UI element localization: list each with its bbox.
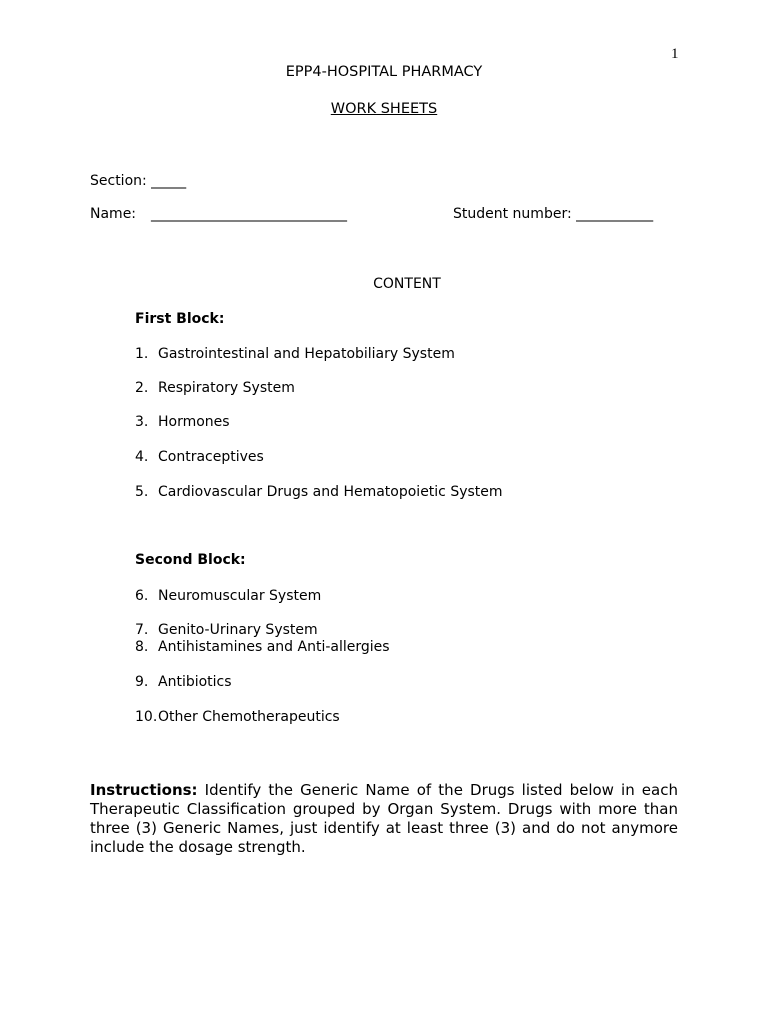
list-item-number: 7. xyxy=(135,622,149,638)
list-item-text: Antihistamines and Anti-allergies xyxy=(158,639,390,655)
name-blank: ____________________________ xyxy=(151,206,347,222)
page-number: 1 xyxy=(671,46,679,62)
list-item xyxy=(135,622,318,638)
list-item xyxy=(135,639,390,655)
document-title: EPP4-HOSPITAL PHARMACY xyxy=(285,64,483,80)
list-item xyxy=(135,380,295,396)
list-item-text: Genito-Urinary System xyxy=(158,622,318,638)
list-item-number: 9. xyxy=(135,674,149,690)
list-item-number: 6. xyxy=(135,588,149,604)
list-item-number: 1. xyxy=(135,346,149,362)
list-item-number: 3. xyxy=(135,414,149,430)
name-label: Name: xyxy=(90,206,137,222)
list-item xyxy=(135,414,230,430)
list-item-text: Other Chemotherapeutics xyxy=(158,709,340,725)
list-item-text: Contraceptives xyxy=(158,449,264,465)
instructions-text: Identify the Generic Name of the Drugs listed below in each Therapeutic Classification grouped by Organ System. Drugs with more than three (3) Generic Names, just identify at least three (3) and do not anymore include the dosage strength. xyxy=(90,781,678,856)
first-block-heading: First Block: xyxy=(135,311,225,327)
second-block-heading: Second Block: xyxy=(135,552,246,568)
list-item-text: Antibiotics xyxy=(158,674,232,690)
list-item xyxy=(135,484,503,500)
list-item-number: 4. xyxy=(135,449,149,465)
list-item-text: Cardiovascular Drugs and Hematopoietic System xyxy=(158,484,503,500)
list-item xyxy=(135,674,232,690)
instructions-label: Instructions: xyxy=(90,781,198,799)
list-item-text: Neuromuscular System xyxy=(158,588,322,604)
list-item-number: 8. xyxy=(135,639,149,655)
list-item xyxy=(135,449,264,465)
instructions-paragraph xyxy=(90,781,678,857)
list-item-number: 5. xyxy=(135,484,149,500)
list-item-text: Hormones xyxy=(158,414,230,430)
list-item-number: 2. xyxy=(135,380,149,396)
section-field: Section: _____ xyxy=(90,173,187,189)
list-item-number: 10. xyxy=(135,709,158,725)
document-subtitle: WORK SHEETS xyxy=(330,101,438,117)
list-item-text: Respiratory System xyxy=(158,380,295,396)
list-item xyxy=(135,588,321,604)
list-item xyxy=(135,709,340,725)
list-item-text: Gastrointestinal and Hepatobiliary System xyxy=(158,346,455,362)
list-item xyxy=(135,346,455,362)
content-heading: CONTENT xyxy=(373,276,441,292)
student-number-field: Student number: ___________ xyxy=(453,206,654,222)
